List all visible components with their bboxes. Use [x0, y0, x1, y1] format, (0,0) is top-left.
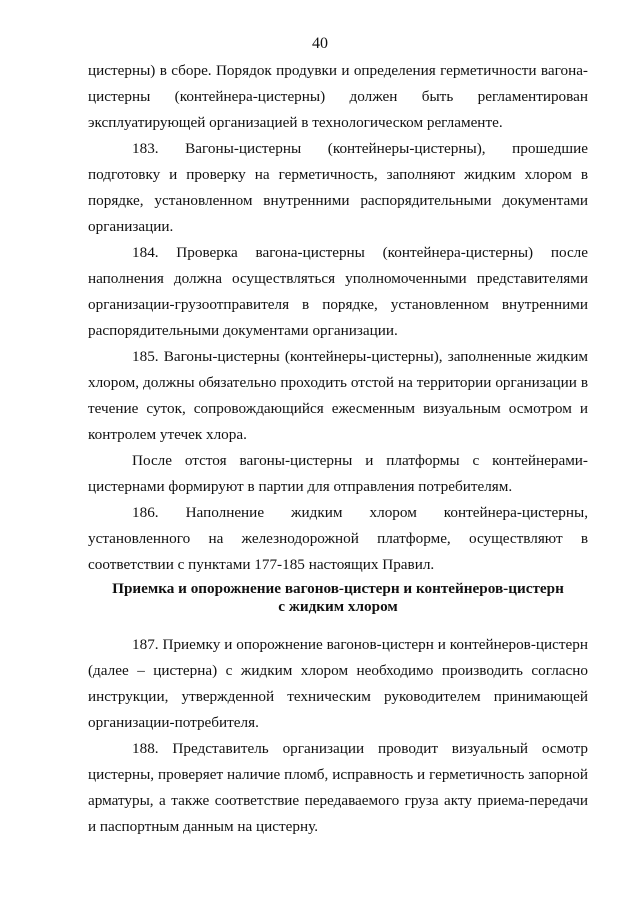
- paragraph-183: 183. Вагоны-цистерны (контейнеры-цистерны), прошедшие подготовку и проверку на герметичность, заполняют жидким хлором в порядке, установленном внутренними распорядительными документами организации.: [88, 140, 588, 235]
- body-text-bottom: [88, 632, 588, 840]
- paragraph-184: 184. Проверка вагона-цистерны (контейнера-цистерны) после наполнения должна осуществляться уполномоченными представителями организации-грузоотправителя в порядке, установленном внутренними распорядительными документами организации.: [88, 244, 588, 339]
- paragraph-185: 185. Вагоны-цистерны (контейнеры-цистерны), заполненные жидким хлором, должны обязательно проходить отстой на территории организации в течение суток, сопровождающийся ежесменным визуальным осмотром и контролем утечек хлора.: [88, 348, 588, 443]
- paragraph-188: 188. Представитель организации проводит визуальный осмотр цистерны, проверяет наличие пломб, исправность и герметичность запорной арматуры, а также соответствие передаваемого груза акту приема-передачи и паспортным данным на цистерну.: [88, 740, 588, 835]
- body-text-top: [88, 58, 588, 578]
- paragraph-187: 187. Приемку и опорожнение вагонов-цистерн и контейнеров-цистерн (далее – цистерна) с жидким хлором необходимо производить согласно инструкции, утвержденной техническим руководителем принимающей организации-потребителя.: [88, 636, 588, 731]
- paragraph-186: 186. Наполнение жидким хлором контейнера-цистерны, установленного на железнодорожной платформе, осуществляют в соответствии с пунктами 177-185 настоящих Правил.: [88, 504, 588, 573]
- section-heading-line-1: Приемка и опорожнение вагонов-цистерн и контейнеров-цистерн: [112, 580, 564, 597]
- paragraph-continuation: цистерны) в сборе. Порядок продувки и определения герметичности вагона-цистерны (контейнера-цистерны) должен быть регламентирован эксплуатирующей организацией в технологическом регламенте.: [88, 62, 588, 131]
- page-number: 40: [312, 35, 328, 52]
- paragraph-185-continued: После отстоя вагоны-цистерны и платформы с контейнерами-цистернами формируют в партии для отправления потребителям.: [88, 452, 588, 495]
- section-heading: [88, 580, 588, 616]
- section-heading-line-2: с жидким хлором: [278, 598, 398, 615]
